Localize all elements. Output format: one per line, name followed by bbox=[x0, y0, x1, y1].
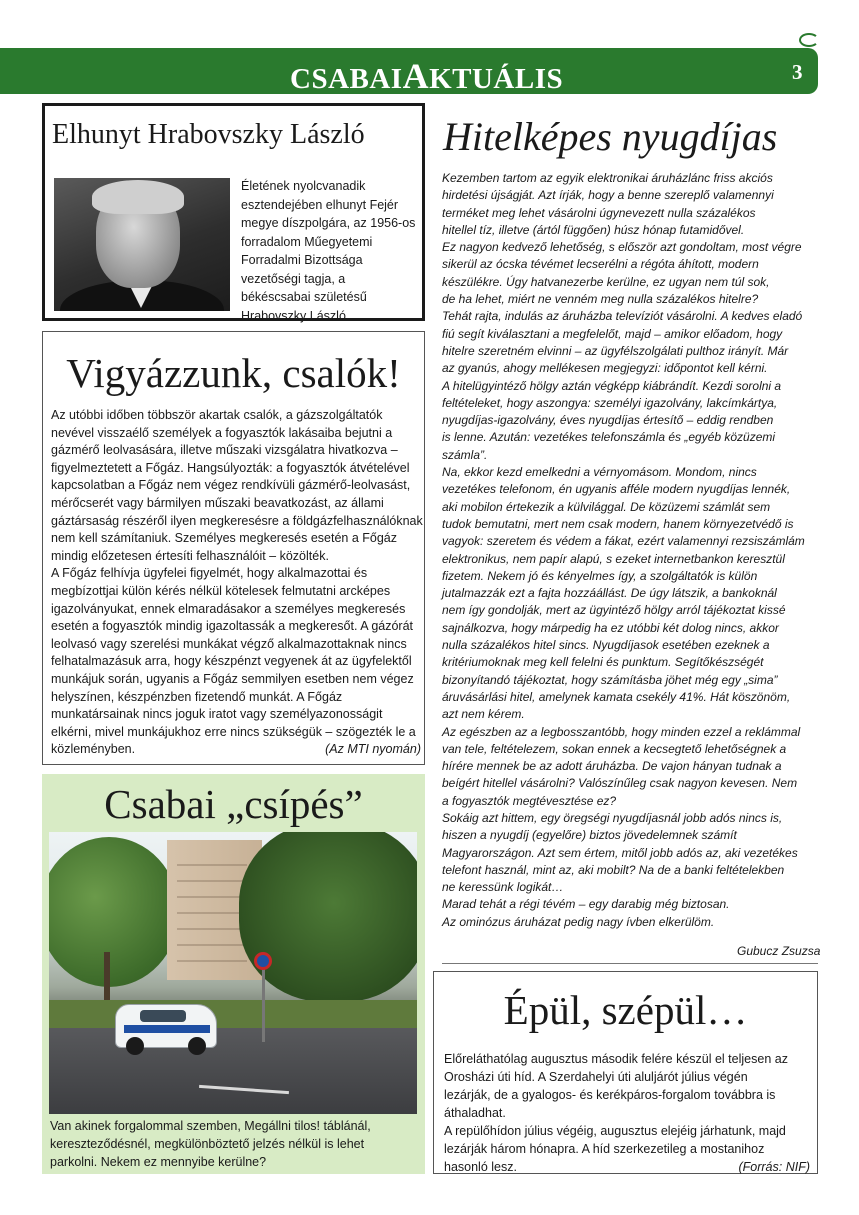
text-line: nem kell számítaniuk. Személyes megkeresés esetén a Főgáz bbox=[51, 531, 397, 546]
text-line: Az ominózus áruházat pedig nagy ívben elkerülöm. bbox=[442, 914, 715, 929]
swirl-ornament-icon bbox=[799, 33, 819, 47]
text-line: nyugdíjas-igazolvány, éves nyugdíjas értesítő – eddig rendben bbox=[442, 413, 774, 428]
text-line: vagyok: szeretem és védem a fákat, ezért valamennyi rezsiszámlám bbox=[442, 534, 805, 549]
construction-article-title: Épül, szépül… bbox=[503, 987, 748, 1033]
text-line: kritériumoknak meg kell felelni és punktum. Segítőkészségét bbox=[442, 655, 764, 670]
text-line: fiú segít kiválasztani a megfelelőt, majd – amikor előadom, hogy bbox=[442, 326, 783, 341]
scam-article-box bbox=[42, 331, 425, 765]
text-line: megye díszpolgára, az 1956-os bbox=[241, 216, 416, 230]
text-line: munkájuk során, ugyanis a Főgáz semmilyen esetben nem végez bbox=[51, 671, 414, 686]
no-stopping-sign-icon bbox=[254, 952, 272, 970]
text-line: Magyarországon. Azt sem értem, mitől jobb adós az, aki vezetékes bbox=[442, 845, 798, 860]
text-line: terméket meg lehet vásárolni úgynevezett nulla százalékos bbox=[442, 205, 756, 220]
text-line: fizetem. Nekem jó és kényelmes így, a szolgáltatók is külön bbox=[442, 568, 758, 583]
text-line: áthaladhat. bbox=[444, 1106, 506, 1120]
text-line: kereszteződésnél, megkülönböztető jelzés nélkül is lehet bbox=[50, 1137, 365, 1151]
text-line: nevével visszaélő személyek a fogyasztók lakásaiba bejutni a bbox=[51, 425, 393, 440]
text-line: hiszen a nyugdíj (egyelőre) biztos jövedelemnek számít bbox=[442, 828, 737, 843]
text-line: aki mobilon értekezik a külvilággal. De közüzemi számlát sem bbox=[442, 499, 771, 514]
text-line: hitellel tíz, illetve (ártól függően) húsz hónap futamidővel. bbox=[442, 222, 745, 237]
text-line: is lenne. Azután: vezetékes telefonszámla és „egyéb közüzemi bbox=[442, 430, 776, 445]
text-line: nulla százalékos hitel sincs. Nyugdíjasok esetében ezeknek a bbox=[442, 638, 770, 653]
tree-right bbox=[239, 832, 417, 1002]
text-line: Hrabovszky László. bbox=[241, 308, 350, 323]
text-line: nem így gondolják, mert az ügyintéző hölgy arról tájékoztat kissé bbox=[442, 603, 786, 618]
magazine-title bbox=[290, 55, 563, 97]
text-line: Életének nyolcvanadik bbox=[241, 179, 366, 193]
text-line: gázmérő leolvasására, illetve műszaki vizsgálatra hivatkozva – bbox=[51, 443, 398, 458]
car-window bbox=[140, 1010, 186, 1022]
text-line: Tehát rajta, indulás az áruházba televíziót vásárolni. A kedves eladó bbox=[442, 309, 803, 324]
text-line: figyelmeztetett a Főgáz. Hangsúlyozták: a fogyasztók átvételével bbox=[51, 460, 410, 475]
road bbox=[49, 1028, 417, 1114]
text-line: feltételeket, hogy aszongya: személyi igazolvány, lakcímkártya, bbox=[442, 395, 778, 410]
text-line: Az egészben az a legbosszantóbb, hogy minden ezzel a reklámmal bbox=[442, 724, 801, 739]
text-line: azt nem kérem. bbox=[442, 707, 525, 722]
hitel-article-body bbox=[442, 170, 818, 931]
text-line: igazolványukat, ennek elmaradásakor a személyes megkeresés bbox=[51, 601, 406, 616]
text-line: áruvásárlási hitel, amelynek kamata csekély 41%. Hát köszönöm, bbox=[442, 689, 791, 704]
text-line: készülékre. Úgy hatvanezerbe kerülne, ez ugyan nem túl sok, bbox=[442, 274, 770, 289]
text-line: Na, ekkor kezd emelkedni a vérnyomásom. Mondom, nincs bbox=[442, 465, 757, 480]
text-line: Kezemben tartom az egyik elektronikai áruházlánc friss akciós bbox=[442, 171, 773, 185]
text-line: de ha lehet, miért ne venném meg nulla százalékos hitelre? bbox=[442, 292, 759, 307]
text-line: lezárják, de a gyalogos- és kerékpáros-forgalom továbbra is bbox=[444, 1088, 776, 1102]
text-line: sikerül az ócska tévémet lecserélni a régóta áhított, modern bbox=[442, 257, 759, 272]
text-line: beígért hitellel vásárolni? Valószínűleg csak nagyon kevesen. Nem bbox=[442, 776, 798, 791]
hitel-article-title: Hitelképes nyugdíjas bbox=[443, 114, 778, 159]
text-line: sajnálkozva, hogy márpedig ha ez utóbbi két dolog nincs, akkor bbox=[442, 620, 779, 635]
csipes-box bbox=[42, 774, 425, 1174]
text-line: gáztársaság részéről ilyen megkeresésre a földgázfelhasználóknak bbox=[51, 513, 423, 528]
article-author: Gubucz Zsuzsa bbox=[737, 944, 821, 958]
text-line: Marad tehát a régi tévém – egy darabig még biztosan. bbox=[442, 897, 730, 912]
car-wheel bbox=[126, 1037, 144, 1055]
text-line: A repülőhídon július végéig, augusztus elejéig járhatunk, majd bbox=[444, 1124, 786, 1138]
construction-article-body bbox=[444, 1050, 810, 1176]
text-line: hitelre szeretném elvinni – az ügyfélszolgálati pulthoz irányít. Már bbox=[442, 343, 789, 358]
text-line: elektronikus, nem papír alapú, s ezeket internetbankon keresztül bbox=[442, 551, 785, 566]
title-big-letter: A bbox=[402, 56, 430, 96]
text-line: felhatalmazásuk arra, hogy készpénzt vegyenek át az ügyfelektől bbox=[51, 654, 412, 669]
text-line: hírére mennek be az adott áruházba. De vajon hányan tudnak a bbox=[442, 759, 782, 774]
source-credit: (Az MTI nyomán) bbox=[325, 742, 421, 757]
car-wheel bbox=[188, 1037, 206, 1055]
text-line: Van akinek forgalommal szemben, Megállni tilos! táblánál, bbox=[50, 1119, 371, 1133]
text-line: bizonyítandó tájékoztat, hogy számításba jöhet még egy „sima” bbox=[442, 672, 778, 687]
street-photo bbox=[49, 832, 417, 1114]
text-line: helyszínen, készpénzben fizetendő munkát. A Főgáz bbox=[51, 689, 343, 704]
text-line: esetén a fogyasztók mindig igazoltassák a megkeresőt. A gázórát bbox=[51, 619, 414, 634]
scam-article-title: Vigyázzunk, csalók! bbox=[66, 350, 401, 396]
text-line: közleményben. bbox=[51, 742, 136, 757]
scam-article-body bbox=[51, 407, 421, 759]
text-line: A hitelügyintéző hölgy aztán végképp kiábrándít. Kezdi sorolni a bbox=[442, 378, 782, 393]
obituary-title: Elhunyt Hrabovszky László bbox=[52, 119, 365, 150]
tree-left bbox=[49, 837, 179, 987]
text-line: számla”. bbox=[442, 447, 488, 462]
text-line: lezárják három hónapra. A híd szerkezetileg a mostanihoz bbox=[444, 1142, 765, 1156]
text-line: jutalmazzák ezt a fajta hozzáállást. De úgy látszik, a bankoknál bbox=[442, 586, 777, 601]
text-line: tudok bemutatni, mert nem csak modern, hanem környezetvédő is bbox=[442, 516, 794, 531]
text-line: kapcsolatban a Főgáz nem végez rendkívüli gázmérő-leolvasást, bbox=[51, 478, 411, 493]
text-line: Ez nagyon kedvező lehetőség, s először azt gondoltam, most végre bbox=[442, 240, 802, 255]
title-rest: KTUÁLIS bbox=[429, 63, 564, 95]
text-line: munkatársainak nincs joguk iratot vagy személyazonosságit bbox=[51, 707, 383, 722]
divider bbox=[442, 963, 818, 964]
text-line: van tele, feltételezem, sokan ennek a kecsegtető lehetőségnek a bbox=[442, 741, 787, 756]
police-car bbox=[115, 1004, 217, 1048]
title-prefix: CSABAI bbox=[290, 63, 403, 95]
text-line: vezetőségi tagja, a bbox=[241, 271, 346, 286]
text-line: hasonló lesz. bbox=[444, 1160, 517, 1174]
text-line: telefont használ, mint az, aki mobilt? Na de a banki feltételekben bbox=[442, 862, 785, 877]
text-line: a fogyasztók megtévesztése ez? bbox=[442, 793, 617, 808]
text-line: Orosházi úti híd. A Szerdahelyi úti aluljárót július végén bbox=[444, 1070, 748, 1084]
csipes-title: Csabai „csípés” bbox=[104, 781, 363, 827]
text-line: vezetékes telefonom, én ugyanis afféle modern nyugdíjas lennék, bbox=[442, 482, 791, 497]
text-line: Előreláthatólag augusztus második felére készül el teljesen az bbox=[444, 1052, 788, 1066]
credit-line bbox=[51, 741, 421, 759]
text-line: mindig előzetesen értesíti felhasználóit – közölték. bbox=[51, 548, 329, 563]
portrait-photo bbox=[54, 178, 230, 311]
portrait-hair bbox=[92, 180, 184, 214]
page-number: 3 bbox=[792, 60, 803, 84]
text-line: A Főgáz felhívja ügyfelei figyelmét, hogy alkalmazottai és bbox=[51, 566, 368, 581]
photo-caption bbox=[50, 1117, 418, 1171]
text-line: parkolni. Nekem ez mennyibe kerülne? bbox=[50, 1155, 267, 1169]
text-line: Az utóbbi időben többször akartak csalók, a gázszolgáltatók bbox=[51, 408, 383, 422]
text-line: mérőcserét vagy bármilyen műszaki beavatkozást, az állami bbox=[51, 495, 384, 510]
text-line: forradalom Műegyetemi bbox=[241, 234, 373, 249]
obituary-box bbox=[42, 103, 425, 321]
car-stripe bbox=[124, 1025, 210, 1033]
sign-pole bbox=[262, 962, 265, 1042]
text-line: Forradalmi Bizottsága bbox=[241, 253, 363, 267]
text-line: Sokáig azt hittem, egy öregségi nyugdíjasnál jobb adós nincs is, bbox=[442, 810, 783, 825]
text-line: leolvasó vagy szerelési munkákat végző alkalmazottaknak nincs bbox=[51, 636, 407, 651]
text-line: hirdetési újságját. Azt írják, hogy a benne szereplő valamennyi bbox=[442, 188, 774, 203]
construction-article-box bbox=[433, 971, 818, 1174]
text-line: esztendejében elhunyt Fejér bbox=[241, 197, 399, 212]
credit-line bbox=[444, 1158, 810, 1176]
text-line: megbízottjai külön kérés nélkül kötelesek felmutatni arcképes bbox=[51, 583, 391, 598]
text-line: az gyanús, ahogy mellékesen megjegyzi: időpontot kell kérni. bbox=[442, 361, 768, 376]
text-line: békéscsabai születésű bbox=[241, 290, 367, 304]
source-credit: (Forrás: NIF) bbox=[738, 1160, 810, 1174]
text-line: ne keressünk logikát… bbox=[442, 880, 564, 895]
obituary-text bbox=[241, 177, 423, 325]
text-line: elkérni, mivel munkájukhoz erre nincs szükségük – szögezték le a bbox=[51, 724, 416, 739]
